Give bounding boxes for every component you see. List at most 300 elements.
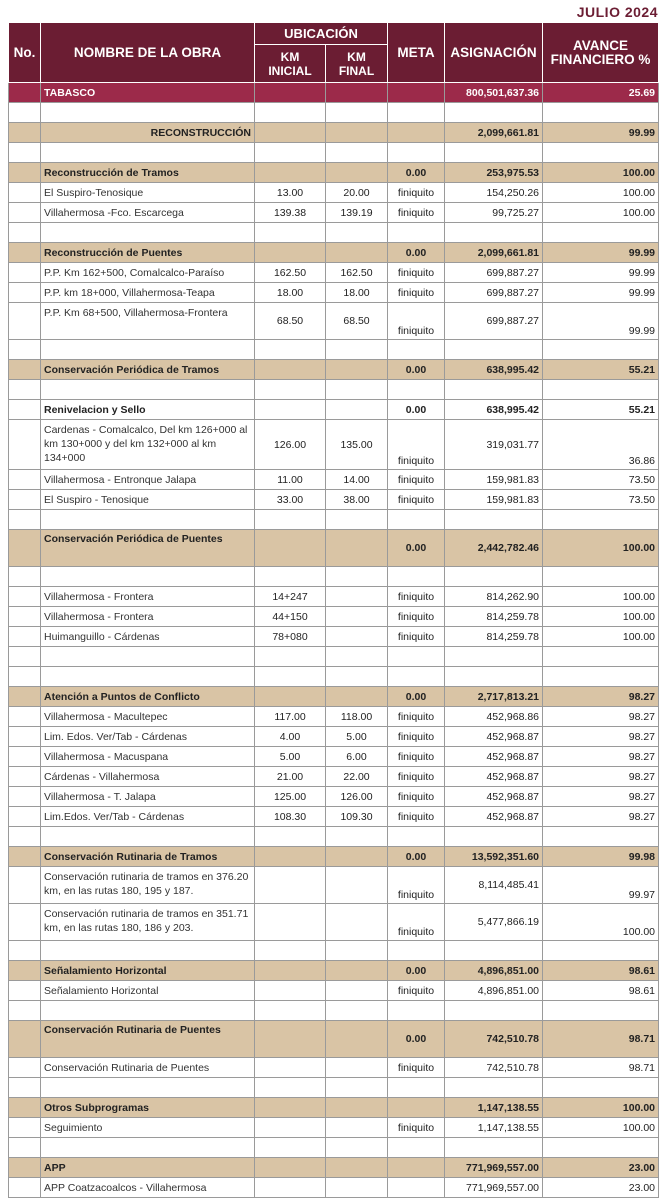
- asignacion-cell: 699,887.27: [445, 283, 543, 303]
- no-cell: [9, 183, 41, 203]
- empty-cell: [41, 827, 255, 847]
- km-final-cell: 162.50: [326, 263, 388, 283]
- subprogram-row: [9, 687, 659, 707]
- blank-row: [9, 340, 659, 360]
- work-row: [9, 981, 659, 1001]
- no-cell: [9, 83, 41, 103]
- asignacion-cell: 1,147,138.55: [445, 1098, 543, 1118]
- work-name: Villahermosa - Frontera: [41, 607, 255, 627]
- km-final-cell: 22.00: [326, 767, 388, 787]
- no-cell: [9, 1098, 41, 1118]
- avance-cell: 98.27: [543, 767, 659, 787]
- empty-cell: [388, 647, 445, 667]
- work-name: Villahermosa - Frontera: [41, 587, 255, 607]
- work-row: [9, 904, 659, 941]
- work-name: Conservación rutinaria de tramos en 376.20 km, en las rutas 180, 195 y 187.: [41, 867, 255, 904]
- subprogram-name: Conservación Rutinaria de Puentes: [41, 1021, 255, 1058]
- work-row: [9, 727, 659, 747]
- km-final-cell: 20.00: [326, 183, 388, 203]
- subprogram-name: RECONSTRUCCIÓN: [41, 123, 255, 143]
- empty-cell: [41, 340, 255, 360]
- no-cell: [9, 123, 41, 143]
- meta-cell: 0.00: [388, 961, 445, 981]
- avance-cell: 98.71: [543, 1021, 659, 1058]
- state-name: TABASCO: [41, 83, 255, 103]
- avance-cell: 73.50: [543, 470, 659, 490]
- empty-cell: [41, 510, 255, 530]
- subprogram-name: Conservación Periódica de Puentes: [41, 530, 255, 567]
- asignacion-cell: 452,968.86: [445, 707, 543, 727]
- km-inicial-cell: 4.00: [255, 727, 326, 747]
- empty-cell: [543, 827, 659, 847]
- blank-row: [9, 647, 659, 667]
- asignacion-cell: 742,510.78: [445, 1058, 543, 1078]
- empty-cell: [255, 647, 326, 667]
- blank-row: [9, 1078, 659, 1098]
- work-row: [9, 787, 659, 807]
- no-cell: [9, 420, 41, 470]
- empty-cell: [326, 941, 388, 961]
- km-final-cell: [326, 867, 388, 904]
- km-final-cell: 139.19: [326, 203, 388, 223]
- km-inicial-cell: [255, 1158, 326, 1178]
- empty-cell: [255, 1078, 326, 1098]
- km-final-cell: [326, 400, 388, 420]
- km-final-cell: 38.00: [326, 490, 388, 510]
- empty-cell: [543, 647, 659, 667]
- km-inicial-cell: [255, 530, 326, 567]
- subprogram-row: [9, 961, 659, 981]
- asignacion-cell: 4,896,851.00: [445, 961, 543, 981]
- meta-cell: [388, 1178, 445, 1198]
- asignacion-cell: 800,501,637.36: [445, 83, 543, 103]
- no-cell: [9, 1118, 41, 1138]
- avance-cell: 100.00: [543, 203, 659, 223]
- work-name: P.P. Km 68+500, Villahermosa-Frontera: [41, 303, 255, 340]
- state-total-row: [9, 83, 659, 103]
- asignacion-cell: 2,099,661.81: [445, 243, 543, 263]
- km-inicial-cell: 13.00: [255, 183, 326, 203]
- km-inicial-cell: [255, 981, 326, 1001]
- empty-cell: [326, 380, 388, 400]
- meta-cell: finiquito: [388, 727, 445, 747]
- meta-cell: finiquito: [388, 470, 445, 490]
- work-row: [9, 747, 659, 767]
- no-cell: [9, 360, 41, 380]
- km-inicial-cell: [255, 687, 326, 707]
- avance-cell: 99.99: [543, 283, 659, 303]
- empty-cell: [41, 667, 255, 687]
- no-cell: [9, 961, 41, 981]
- work-row: [9, 607, 659, 627]
- asignacion-cell: 8,114,485.41: [445, 867, 543, 904]
- empty-cell: [326, 567, 388, 587]
- avance-cell: 100.00: [543, 607, 659, 627]
- asignacion-cell: 452,968.87: [445, 727, 543, 747]
- asignacion-cell: 699,887.27: [445, 263, 543, 283]
- meta-cell: finiquito: [388, 263, 445, 283]
- empty-cell: [445, 1001, 543, 1021]
- subprogram-name: Atención a Puntos de Conflicto: [41, 687, 255, 707]
- no-cell: [9, 747, 41, 767]
- meta-cell: finiquito: [388, 981, 445, 1001]
- meta-cell: 0.00: [388, 400, 445, 420]
- km-inicial-cell: [255, 243, 326, 263]
- work-name: El Suspiro - Tenosique: [41, 490, 255, 510]
- asignacion-cell: 159,981.83: [445, 470, 543, 490]
- empty-cell: [41, 567, 255, 587]
- meta-cell: finiquito: [388, 867, 445, 904]
- meta-cell: finiquito: [388, 490, 445, 510]
- subprogram-name: Reconstrucción de Puentes: [41, 243, 255, 263]
- km-final-cell: [326, 961, 388, 981]
- meta-cell: finiquito: [388, 787, 445, 807]
- empty-cell: [9, 340, 41, 360]
- meta-cell: 0.00: [388, 1021, 445, 1058]
- table-body: [9, 83, 659, 1198]
- km-final-cell: [326, 530, 388, 567]
- empty-cell: [445, 941, 543, 961]
- blank-row: [9, 223, 659, 243]
- empty-cell: [388, 1138, 445, 1158]
- empty-cell: [388, 941, 445, 961]
- km-inicial-cell: 33.00: [255, 490, 326, 510]
- empty-cell: [255, 1001, 326, 1021]
- asignacion-cell: 452,968.87: [445, 807, 543, 827]
- empty-cell: [255, 103, 326, 123]
- asignacion-cell: 5,477,866.19: [445, 904, 543, 941]
- meta-cell: finiquito: [388, 587, 445, 607]
- work-name: El Suspiro-Tenosique: [41, 183, 255, 203]
- empty-cell: [543, 1138, 659, 1158]
- blank-row: [9, 941, 659, 961]
- avance-cell: 99.99: [543, 123, 659, 143]
- empty-cell: [445, 647, 543, 667]
- km-inicial-cell: [255, 904, 326, 941]
- empty-cell: [388, 1078, 445, 1098]
- avance-cell: 100.00: [543, 627, 659, 647]
- asignacion-cell: 742,510.78: [445, 1021, 543, 1058]
- empty-cell: [445, 143, 543, 163]
- km-inicial-cell: 18.00: [255, 283, 326, 303]
- no-cell: [9, 807, 41, 827]
- work-name: Villahermosa - Entronque Jalapa: [41, 470, 255, 490]
- asignacion-cell: 1,147,138.55: [445, 1118, 543, 1138]
- no-cell: [9, 847, 41, 867]
- blank-row: [9, 1138, 659, 1158]
- work-row: [9, 1058, 659, 1078]
- empty-cell: [445, 380, 543, 400]
- work-name: APP Coatzacoalcos - Villahermosa: [41, 1178, 255, 1198]
- meta-cell: 0.00: [388, 847, 445, 867]
- subprogram-name: Conservación Rutinaria de Tramos: [41, 847, 255, 867]
- km-inicial-cell: 68.50: [255, 303, 326, 340]
- asignacion-cell: 154,250.26: [445, 183, 543, 203]
- avance-cell: 99.99: [543, 263, 659, 283]
- no-cell: [9, 607, 41, 627]
- blank-row: [9, 827, 659, 847]
- asignacion-cell: 814,259.78: [445, 627, 543, 647]
- meta-cell: finiquito: [388, 203, 445, 223]
- work-name: Seguimiento: [41, 1118, 255, 1138]
- km-inicial-cell: [255, 400, 326, 420]
- avance-cell: 99.98: [543, 847, 659, 867]
- work-row: [9, 420, 659, 470]
- asignacion-cell: 2,442,782.46: [445, 530, 543, 567]
- work-name: Conservación Rutinaria de Puentes: [41, 1058, 255, 1078]
- no-cell: [9, 400, 41, 420]
- subprogram-name: Renivelacion y Sello: [41, 400, 255, 420]
- no-cell: [9, 767, 41, 787]
- work-row: [9, 303, 659, 340]
- km-inicial-cell: [255, 1021, 326, 1058]
- avance-cell: 98.27: [543, 787, 659, 807]
- no-cell: [9, 1158, 41, 1178]
- avance-cell: 25.69: [543, 83, 659, 103]
- km-inicial-cell: 126.00: [255, 420, 326, 470]
- km-final-cell: [326, 607, 388, 627]
- empty-cell: [255, 510, 326, 530]
- asignacion-cell: 452,968.87: [445, 787, 543, 807]
- no-cell: [9, 203, 41, 223]
- km-final-cell: 18.00: [326, 283, 388, 303]
- km-inicial-cell: 139.38: [255, 203, 326, 223]
- empty-cell: [543, 1078, 659, 1098]
- km-final-cell: [326, 1118, 388, 1138]
- meta-cell: [388, 1158, 445, 1178]
- no-cell: [9, 904, 41, 941]
- asignacion-cell: 13,592,351.60: [445, 847, 543, 867]
- km-inicial-cell: [255, 961, 326, 981]
- empty-cell: [255, 1138, 326, 1158]
- empty-cell: [543, 567, 659, 587]
- subprogram-row: [9, 360, 659, 380]
- asignacion-cell: 771,969,557.00: [445, 1158, 543, 1178]
- subprogram-row: [9, 847, 659, 867]
- km-final-cell: [326, 981, 388, 1001]
- avance-cell: 73.50: [543, 490, 659, 510]
- work-name: Conservación rutinaria de tramos en 351.71 km, en las rutas 180, 186 y 203.: [41, 904, 255, 941]
- empty-cell: [543, 1001, 659, 1021]
- avance-cell: 98.27: [543, 707, 659, 727]
- avance-cell: 100.00: [543, 904, 659, 941]
- no-cell: [9, 263, 41, 283]
- empty-cell: [326, 1078, 388, 1098]
- km-final-cell: [326, 123, 388, 143]
- work-row: [9, 807, 659, 827]
- work-row: [9, 627, 659, 647]
- avance-cell: 99.97: [543, 867, 659, 904]
- km-inicial-cell: 108.30: [255, 807, 326, 827]
- km-final-cell: [326, 687, 388, 707]
- no-cell: [9, 530, 41, 567]
- avance-cell: 98.27: [543, 687, 659, 707]
- subprogram-name: Reconstrucción de Tramos: [41, 163, 255, 183]
- header-avance: AVANCE FINANCIERO %: [543, 23, 659, 83]
- empty-cell: [445, 1138, 543, 1158]
- no-cell: [9, 490, 41, 510]
- meta-cell: finiquito: [388, 904, 445, 941]
- km-final-cell: 135.00: [326, 420, 388, 470]
- km-inicial-cell: 44+150: [255, 607, 326, 627]
- asignacion-cell: 4,896,851.00: [445, 981, 543, 1001]
- km-inicial-cell: 11.00: [255, 470, 326, 490]
- empty-cell: [388, 510, 445, 530]
- km-final-cell: [326, 83, 388, 103]
- km-inicial-cell: 162.50: [255, 263, 326, 283]
- blank-row: [9, 567, 659, 587]
- km-final-cell: [326, 1158, 388, 1178]
- no-cell: [9, 981, 41, 1001]
- no-cell: [9, 707, 41, 727]
- subprogram-name: Conservación Periódica de Tramos: [41, 360, 255, 380]
- meta-cell: 0.00: [388, 687, 445, 707]
- header-ubicacion: UBICACIÓN: [255, 23, 388, 45]
- no-cell: [9, 867, 41, 904]
- empty-cell: [388, 827, 445, 847]
- km-final-cell: [326, 1021, 388, 1058]
- blank-row: [9, 1001, 659, 1021]
- no-cell: [9, 283, 41, 303]
- meta-cell: finiquito: [388, 627, 445, 647]
- avance-cell: 100.00: [543, 163, 659, 183]
- work-row: [9, 587, 659, 607]
- avance-cell: 100.00: [543, 1118, 659, 1138]
- work-row: [9, 490, 659, 510]
- empty-cell: [445, 510, 543, 530]
- km-final-cell: 68.50: [326, 303, 388, 340]
- empty-cell: [9, 103, 41, 123]
- work-row: [9, 203, 659, 223]
- empty-cell: [41, 1078, 255, 1098]
- empty-cell: [326, 647, 388, 667]
- meta-cell: 0.00: [388, 163, 445, 183]
- empty-cell: [388, 103, 445, 123]
- km-final-cell: 5.00: [326, 727, 388, 747]
- subprogram-row: [9, 163, 659, 183]
- km-inicial-cell: [255, 123, 326, 143]
- km-inicial-cell: [255, 360, 326, 380]
- empty-cell: [41, 103, 255, 123]
- empty-cell: [388, 223, 445, 243]
- km-final-cell: 126.00: [326, 787, 388, 807]
- meta-cell: finiquito: [388, 607, 445, 627]
- no-cell: [9, 727, 41, 747]
- subprogram-row: [9, 530, 659, 567]
- meta-cell: finiquito: [388, 283, 445, 303]
- km-inicial-cell: [255, 1058, 326, 1078]
- no-cell: [9, 243, 41, 263]
- empty-cell: [445, 667, 543, 687]
- avance-cell: 99.99: [543, 303, 659, 340]
- no-cell: [9, 1058, 41, 1078]
- meta-cell: [388, 1098, 445, 1118]
- asignacion-cell: 638,995.42: [445, 360, 543, 380]
- avance-cell: 100.00: [543, 1098, 659, 1118]
- empty-cell: [255, 340, 326, 360]
- km-final-cell: [326, 1058, 388, 1078]
- km-final-cell: [326, 360, 388, 380]
- km-final-cell: [326, 847, 388, 867]
- km-inicial-cell: [255, 847, 326, 867]
- avance-cell: 55.21: [543, 400, 659, 420]
- meta-cell: [388, 123, 445, 143]
- meta-cell: 0.00: [388, 530, 445, 567]
- empty-cell: [41, 380, 255, 400]
- empty-cell: [445, 103, 543, 123]
- work-row: [9, 283, 659, 303]
- work-row: [9, 1118, 659, 1138]
- km-final-cell: [326, 587, 388, 607]
- empty-cell: [9, 510, 41, 530]
- empty-cell: [543, 223, 659, 243]
- no-cell: [9, 470, 41, 490]
- empty-cell: [255, 223, 326, 243]
- empty-cell: [326, 103, 388, 123]
- subprogram-name: Señalamiento Horizontal: [41, 961, 255, 981]
- empty-cell: [388, 380, 445, 400]
- km-final-cell: [326, 1098, 388, 1118]
- empty-cell: [9, 1138, 41, 1158]
- meta-cell: finiquito: [388, 767, 445, 787]
- report-period: JULIO 2024: [576, 4, 658, 20]
- empty-cell: [255, 380, 326, 400]
- empty-cell: [326, 340, 388, 360]
- meta-cell: finiquito: [388, 807, 445, 827]
- km-final-cell: [326, 1178, 388, 1198]
- header-asignacion: ASIGNACIÓN: [445, 23, 543, 83]
- asignacion-cell: 771,969,557.00: [445, 1178, 543, 1198]
- subprogram-row: [9, 1098, 659, 1118]
- empty-cell: [9, 143, 41, 163]
- empty-cell: [255, 827, 326, 847]
- work-row: [9, 867, 659, 904]
- meta-cell: finiquito: [388, 303, 445, 340]
- meta-cell: 0.00: [388, 243, 445, 263]
- empty-cell: [9, 1078, 41, 1098]
- work-name: P.P. km 18+000, Villahermosa-Teapa: [41, 283, 255, 303]
- asignacion-cell: 452,968.87: [445, 747, 543, 767]
- km-final-cell: 14.00: [326, 470, 388, 490]
- km-inicial-cell: [255, 1118, 326, 1138]
- empty-cell: [326, 143, 388, 163]
- empty-cell: [41, 143, 255, 163]
- work-name: Villahermosa -Fco. Escarcega: [41, 203, 255, 223]
- subprogram-row: [9, 400, 659, 420]
- empty-cell: [41, 223, 255, 243]
- empty-cell: [543, 380, 659, 400]
- km-final-cell: 6.00: [326, 747, 388, 767]
- blank-row: [9, 143, 659, 163]
- avance-cell: 98.61: [543, 981, 659, 1001]
- work-name: Cardenas - Comalcalco, Del km 126+000 al km 130+000 y del km 132+000 al km 134+000: [41, 420, 255, 470]
- empty-cell: [543, 941, 659, 961]
- asignacion-cell: 814,259.78: [445, 607, 543, 627]
- work-row: [9, 1178, 659, 1198]
- subprogram-row: [9, 1158, 659, 1178]
- avance-cell: 36.86: [543, 420, 659, 470]
- empty-cell: [41, 941, 255, 961]
- empty-cell: [388, 340, 445, 360]
- km-inicial-cell: [255, 1178, 326, 1198]
- asignacion-cell: 99,725.27: [445, 203, 543, 223]
- empty-cell: [445, 223, 543, 243]
- asignacion-cell: 2,717,813.21: [445, 687, 543, 707]
- work-row: [9, 263, 659, 283]
- work-name: Señalamiento Horizontal: [41, 981, 255, 1001]
- km-inicial-cell: [255, 83, 326, 103]
- work-row: [9, 470, 659, 490]
